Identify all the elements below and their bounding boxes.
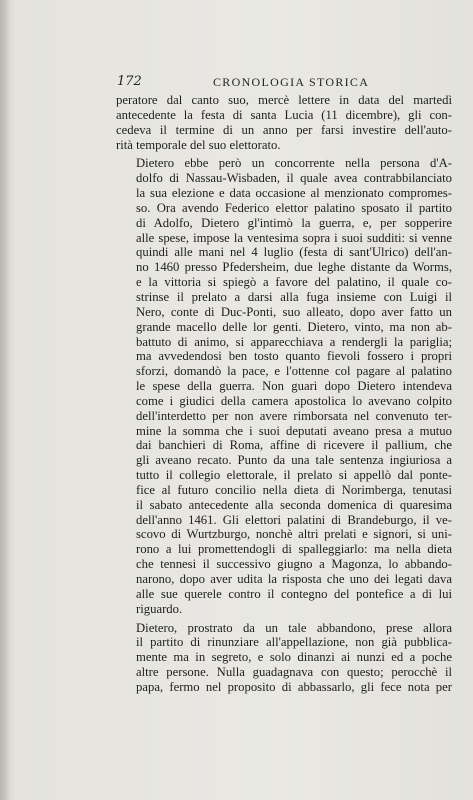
text-line: mente ma in segreto, e solo dinanzi ai nunzi ed a poche <box>136 650 452 665</box>
page-number: 172 <box>117 74 142 89</box>
text-line: gli aveano recato. Punto da una tale sentenza ingiuriosa a <box>136 453 452 468</box>
text-line: rono a lui promettendogli di spalleggiarlo: ma nella dieta <box>136 542 452 557</box>
text-line: alle sue querele contro il contegno del pontefice a di lui <box>136 586 452 601</box>
text-line: la sua elezione e data occasione al menzionato compromes- <box>136 186 452 201</box>
text-line: Dietero, prostrato da un tale abbandono, prese allora <box>136 620 452 635</box>
text-line: le spese della guerra. Non guari dopo Dietero intendeva <box>136 379 452 394</box>
page-header <box>117 74 451 92</box>
text-line: Dietero ebbe però un concorrente nella persona d'A- <box>136 156 452 171</box>
text-line: il sabato antecedente alla seconda domenica di quaresima <box>136 497 452 512</box>
text-line: so. Ora avendo Federico elettor palatino sposato il partito <box>136 200 452 215</box>
text-line: antecedente la festa di santa Lucia (11 dicembre), gli con- <box>116 107 452 122</box>
text-line: di Adolfo, Dietero gl'intimò la guerra, e, per sopperire <box>136 215 452 230</box>
text-line: scovo di Wurtzburgo, nonchè altri prelati e signori, si uni- <box>136 527 452 542</box>
text-line: battuto di animo, si apparecchiava a rendergli la pariglia; <box>136 334 452 349</box>
text-line: altre persone. Nulla guadagnava con questo; perocchè il <box>136 665 452 680</box>
text-line: e la vittoria si spiegò a favore del palatino, il quale co- <box>136 275 452 290</box>
text-line: quindi alle mani nel 4 luglio (festa di sant'Ulrico) dell'an- <box>136 245 452 260</box>
text-line: tutto il collegio elettorale, il prelato si appellò dal ponte- <box>136 468 452 483</box>
text-line: dolfo di Nassau-Wisbaden, il quale avea contrabbilanciato <box>136 171 452 186</box>
text-line: Nero, conte di Duc-Ponti, suo alleato, dopo aver fatto un <box>136 304 452 319</box>
text-line: fice al futuro concilio nella dieta di Norimberga, tenutasi <box>136 482 452 497</box>
text-line: dai banchieri di Roma, affine di ricevere il pallium, che <box>136 438 452 453</box>
text-line: mine la somma che i suoi deputati aveano presa a mutuo <box>136 423 452 438</box>
text-line: peratore dal canto suo, mercè lettere in data del martedì <box>116 93 452 107</box>
text-line: che tennesi il successivo giugno a Magonza, lo abbando- <box>136 557 452 572</box>
body-text <box>116 93 452 699</box>
text-line: come i giudici della camera apostolica lo avevano colpito <box>136 393 452 408</box>
text-line: dell'anno 1461. Gli elettori palatini di Brandeburgo, il ve- <box>136 512 452 527</box>
paragraph <box>116 621 452 695</box>
text-line: dell'interdetto per non avere rimborsata nel convenuto ter- <box>136 408 452 423</box>
text-line: il partito di rinunziare all'appellazione, non già pubblica- <box>136 635 452 650</box>
text-line: alle spese, impose la ventesima sopra i suoi sudditi: si venne <box>136 230 452 245</box>
text-line: riguardo. <box>136 601 183 616</box>
text-line: grande macello delle lor genti. Dietero, vinto, ma non ab- <box>136 319 452 334</box>
text-line: cedeva il termine di un anno per farsi investire dell'auto- <box>116 122 452 137</box>
text-line: sforzi, domandò la pace, e l'ottenne col pagare al palatino <box>136 364 452 379</box>
text-line: strinse il prelato a darsi alla fuga insieme con Luigi il <box>136 289 452 304</box>
text-line: rità temporale del suo elettorato. <box>116 137 281 152</box>
text-line: narono, dopo aver udita la risposta che uno dei legati dava <box>136 572 452 586</box>
text-line: no 1460 presso Pfedersheim, due leghe distante da Worms, <box>136 260 452 275</box>
text-line: papa, fermo nel proposito di abbassarlo, gli fece nota per <box>136 679 452 694</box>
running-title: CRONOLOGIA STORICA <box>213 75 370 89</box>
paragraph <box>116 93 452 152</box>
text-line: ma avvedendosi ben tosto quanto fievoli fossero i propri <box>136 349 452 364</box>
paragraph <box>116 156 452 616</box>
